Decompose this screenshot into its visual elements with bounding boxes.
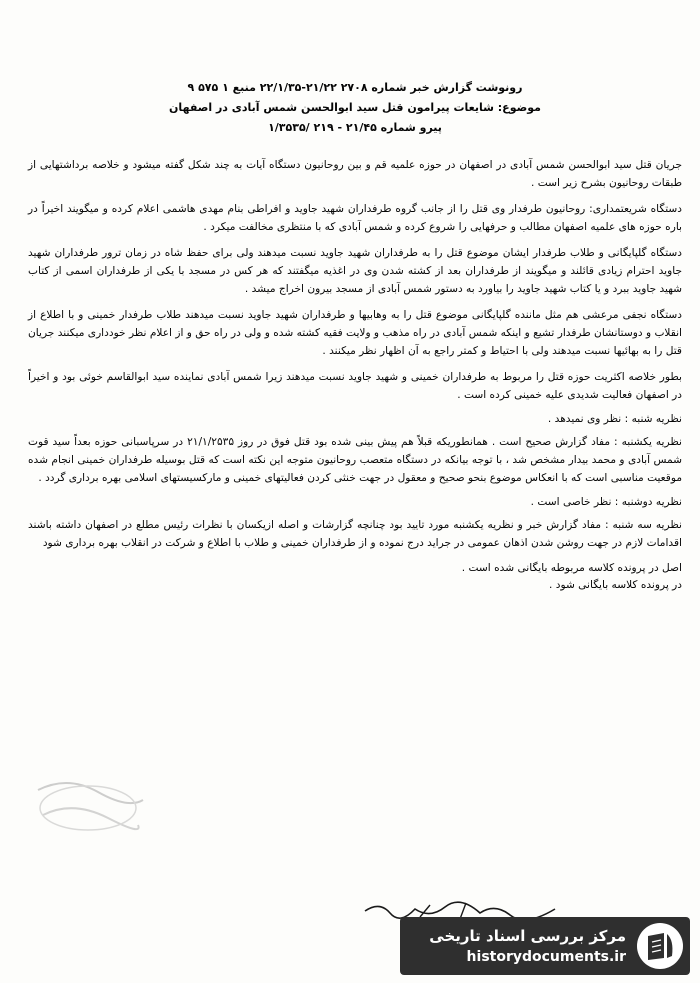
reference-number-line: پیرو شماره ۲۱/۴۵ - ۲۱۹ /۱/۳۵۳۵ bbox=[268, 121, 442, 134]
paragraph-saturday-note: نظریه شنبه : نظر وی نمیدهد . bbox=[547, 413, 682, 425]
paragraph-intro: جریان قتل سید ابوالحسن شمس آبادی در اصفهان در حوزه علمیه قم و بین روحانیون دستگاه آیات به چند شکل گفته میشود و خلاصه برداشتهایی از طبقات روحانیون بشرح زیر است . bbox=[28, 159, 682, 189]
faded-stamp bbox=[28, 770, 148, 840]
section-sunday-note: نظریه یکشنبه : مفاد گزارش صحیح است . همانطوریکه قبلاً هم پیش بینی شده بود قتل فوق در روز ۲۱/۱/۲۵۳۵ در سرپاسبانی حوزه بعداً سید قوت شمس آبادی و محمد بیدار مشخص شد ، با توجه بیانکه در دستگاه متعصب روحانیون متوجه این نکته است که قتل بوسیله طرفداران خمینی انجام شده موقعیت مناسبی است که با انعکاس موضوع بنحو صحیح و معقول در جهت خنثی کردن فعالیتهای خمینی و مارکسیستهای اسلامی بهره برداری گردد . bbox=[28, 436, 682, 484]
paragraph-summary: بطور خلاصه اکثریت حوزه قتل را مربوط به طرفداران خمینی و شهید جاوید نسبت میدهند زیرا شمس آبادی نماینده سید ابوالقاسم خوئی بود و اخیراً در اصفهان فعالیت شدیدی علیه خمینی کرده است . bbox=[28, 371, 682, 401]
watermark-title: مرکز بررسی اسناد تاریخی bbox=[429, 927, 626, 945]
watermark-url: historydocuments.ir bbox=[466, 949, 626, 965]
watermark-text bbox=[400, 925, 634, 967]
document-body bbox=[28, 78, 682, 594]
paragraph-shariatmadari: دستگاه شریعتمداری: روحانیون طرفدار وی قتل را از جانب گروه طرفداران شهید جاوید و افراطی بنام مهدی هاشمی اعلام کرده و میگویند اخیراً در باره حوزه های علمیه اصفهان مطالب و حرفهایی را شروع کرده و شمس آبادی که با منتظری مخالفت میکرد . bbox=[28, 203, 682, 233]
subject-line: موضوع: شایعات پیرامون قتل سید ابوالحسن شمس آبادی در اصفهان bbox=[169, 101, 541, 114]
section-monday-note: نظریه دوشنبه : نظر خاصی است . bbox=[530, 496, 682, 508]
closing-line-archived: اصل در پرونده کلاسه مربوطه بایگانی شده است . bbox=[461, 562, 682, 574]
paragraph-golpayegani: دستگاه گلپایگانی و طلاب طرفدار ایشان موضوع قتل را به طرفداران شهید جاوید نسبت میدهند ولی برای حفظ شاه در زمان ترور طرفداران شهید جاوید احترام زیادی قائلند و میگویند از طرفداران بعد از کشته شدن وی در اغذیه میگفتند که هر کس در مسجد با یکی از طرفداران اسمی از کتاب شهید جاوید ببرد و یا کتاب شهید جاوید را بیاورد به دستور شمس آبادی از مسجد بیرون اخراج میشد . bbox=[28, 247, 682, 295]
archive-watermark bbox=[400, 917, 690, 975]
archive-logo-icon bbox=[634, 920, 686, 972]
paragraph-najafi-marashi: دستگاه نجفی مرعشی هم مثل ماننده گلپایگانی موضوع قتل را به وهابیها و طرفداران شهید جاوید نسبت میدهند طلاب طرفدار خمینی و با اطلاع از انقلاب و دوستانشان طرفدار تشیع و اینکه شمس آبادی در راه مذهب و ولایت فقیه کشته شده و ولی در راه حق و از اعلام نظر خودداری میکنند جریان قتل را به بهائیها نسبت میدهند ولی با احتیاط و کمتر راجع به آن اظهار نظر میکنند . bbox=[28, 309, 682, 357]
closing-notes bbox=[28, 560, 682, 594]
document-header bbox=[28, 78, 682, 138]
report-reference-line: رونوشت گزارش خبر شماره ۲۷۰۸ ۲۱/۲۲-۲۲/۱/۳۵ منبع ۱ ۵۷۵ ۹ bbox=[187, 81, 523, 94]
closing-line-file: در پرونده کلاسه بایگانی شود . bbox=[549, 579, 682, 591]
section-tuesday-note: نظریه سه شنبه : مفاد گزارش خبر و نظریه یکشنبه مورد تایید بود چنانچه گزارشات و اصله ازیکسان با نظرات رئیس مطلع در اصفهان داشته باشند اقدامات لازم در جهت روشن شدن اذهان عمومی در جراید درج نموده و از طرفداران خمینی و طلاب با اطلاع و شرکت در انقلاب بهره برداری شود bbox=[28, 519, 682, 549]
